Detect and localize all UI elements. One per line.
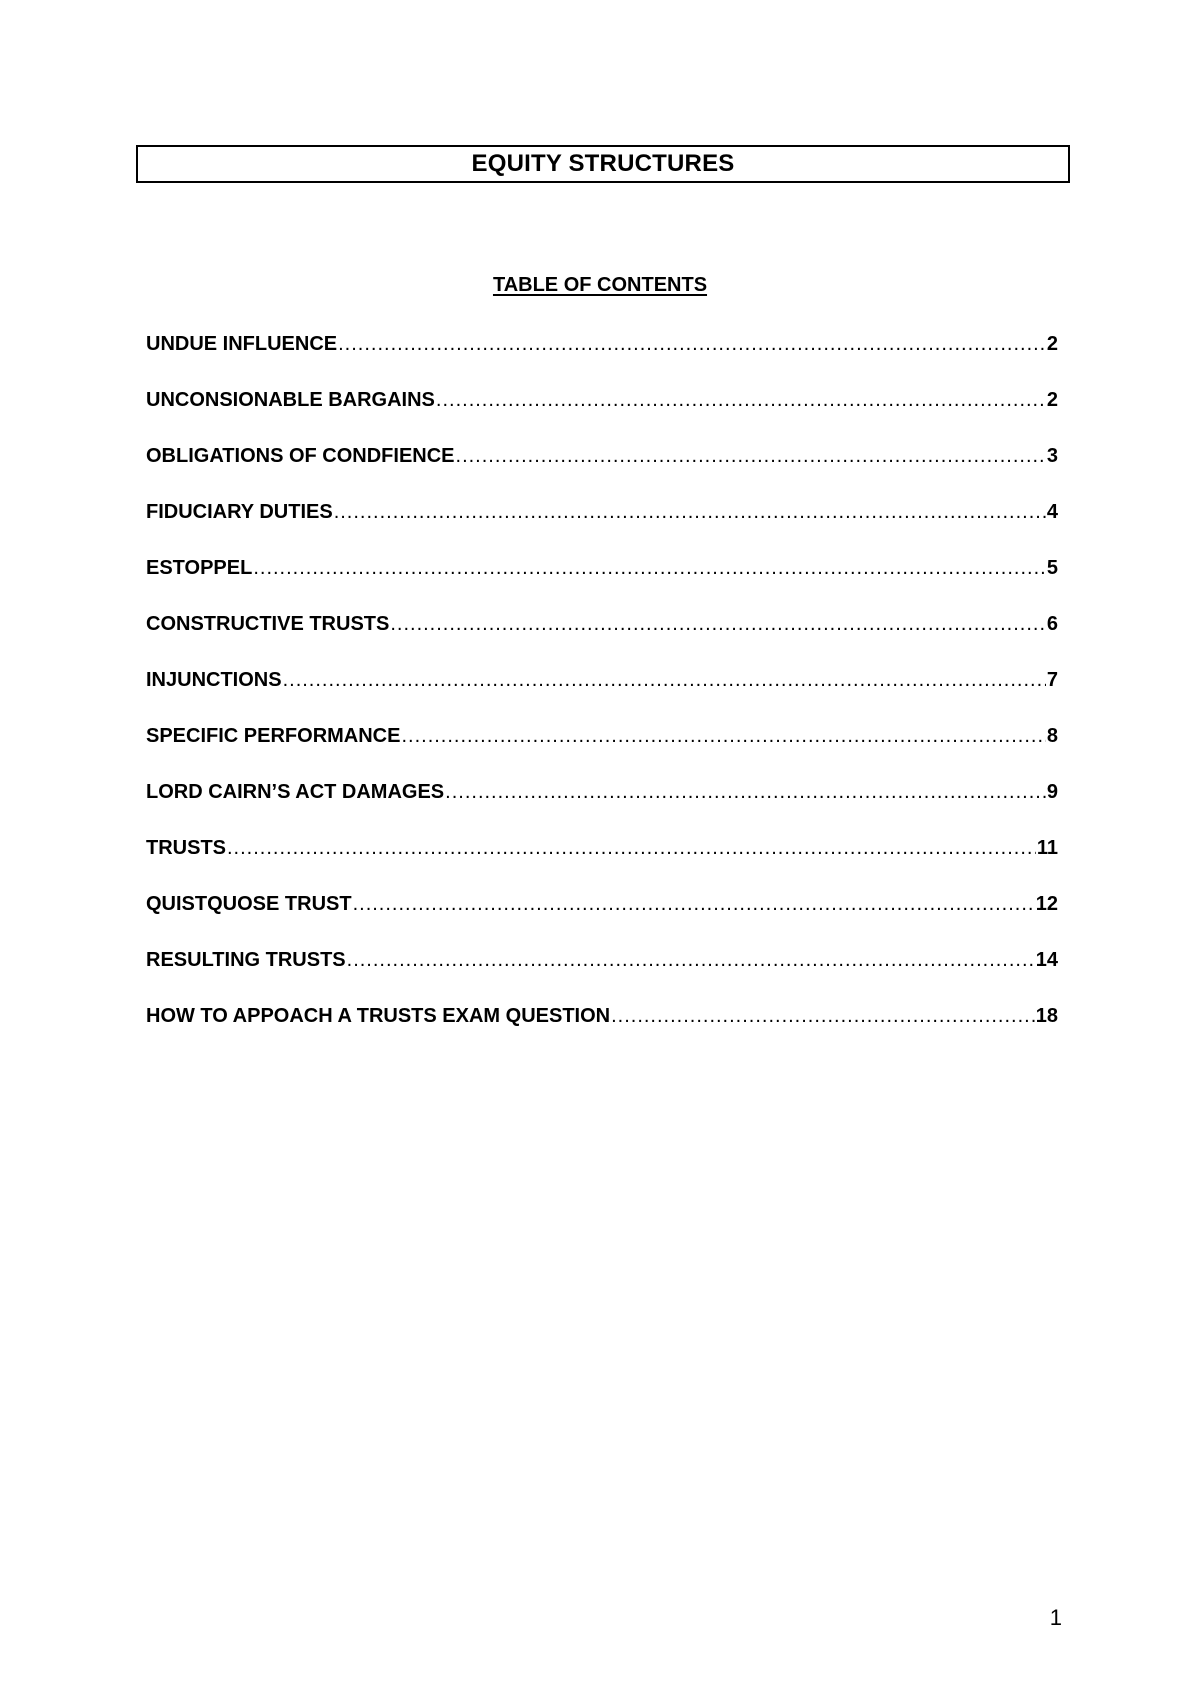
toc-entry-label: HOW TO APPOACH A TRUSTS EXAM QUESTION (146, 1005, 611, 1027)
dot-leader (347, 946, 1035, 974)
toc-entry-page: 4 (1046, 501, 1058, 523)
toc-entry-page: 5 (1046, 557, 1058, 579)
toc-entry-page: 9 (1046, 781, 1058, 803)
toc-entry-estoppel[interactable] (146, 554, 1058, 610)
toc-entry-trusts[interactable] (146, 834, 1058, 890)
page-number: 1 (1049, 1605, 1062, 1630)
toc-entry-page: 2 (1046, 389, 1058, 411)
toc-entry-page: 14 (1035, 949, 1058, 971)
toc-entry-unconsionable-bargains[interactable] (146, 386, 1058, 442)
dot-leader (401, 722, 1045, 750)
toc-entry-label: RESULTING TRUSTS (146, 949, 346, 971)
toc-entry-undue-influence[interactable] (146, 330, 1058, 386)
toc-entry-label: ESTOPPEL (146, 557, 253, 579)
toc-entry-page: 7 (1046, 669, 1058, 691)
toc-entry-label: INJUNCTIONS (146, 669, 282, 691)
dot-leader (334, 498, 1046, 526)
dot-leader (445, 778, 1046, 806)
toc-entry-label: OBLIGATIONS OF CONDFIENCE (146, 445, 455, 467)
dot-leader (283, 666, 1046, 694)
dot-leader (390, 610, 1046, 638)
dot-leader (353, 890, 1035, 918)
toc-entry-label: UNDUE INFLUENCE (146, 333, 338, 355)
toc-entry-resulting-trusts[interactable] (146, 946, 1058, 1002)
document-title: EQUITY STRUCTURES (136, 145, 1070, 183)
dot-leader (456, 442, 1046, 470)
toc-entry-page: 2 (1046, 333, 1058, 355)
toc-entry-quistquose-trust[interactable] (146, 890, 1058, 946)
toc-entry-obligations-of-confidence[interactable] (146, 442, 1058, 498)
toc-entry-injunctions[interactable] (146, 666, 1058, 722)
dot-leader (338, 330, 1046, 358)
toc-entry-page: 6 (1046, 613, 1058, 635)
dot-leader (436, 386, 1046, 414)
toc-entry-label: TRUSTS (146, 837, 226, 859)
toc-entry-label: CONSTRUCTIVE TRUSTS (146, 613, 390, 635)
dot-leader (253, 554, 1046, 582)
toc-entry-page: 8 (1046, 725, 1058, 747)
toc-heading (0, 274, 1200, 297)
toc-entry-label: SPECIFIC PERFORMANCE (146, 725, 401, 747)
toc-entry-label: QUISTQUOSE TRUST (146, 893, 352, 915)
toc-entry-trusts-exam-question[interactable] (146, 1002, 1058, 1058)
toc-entry-label: FIDUCIARY DUTIES (146, 501, 333, 523)
toc-entry-constructive-trusts[interactable] (146, 610, 1058, 666)
toc-entry-specific-performance[interactable] (146, 722, 1058, 778)
toc-entry-label: LORD CAIRN’S ACT DAMAGES (146, 781, 445, 803)
toc-entry-lord-cairns-act-damages[interactable] (146, 778, 1058, 834)
dot-leader (227, 834, 1036, 862)
dot-leader (611, 1002, 1035, 1030)
toc-entry-fiduciary-duties[interactable] (146, 498, 1058, 554)
toc-entry-page: 3 (1046, 445, 1058, 467)
toc-heading-text: TABLE OF CONTENTS (492, 274, 708, 296)
table-of-contents (146, 330, 1058, 1058)
toc-entry-label: UNCONSIONABLE BARGAINS (146, 389, 435, 411)
toc-entry-page: 11 (1036, 837, 1058, 859)
toc-entry-page: 12 (1035, 893, 1058, 915)
toc-entry-page: 18 (1035, 1005, 1058, 1027)
